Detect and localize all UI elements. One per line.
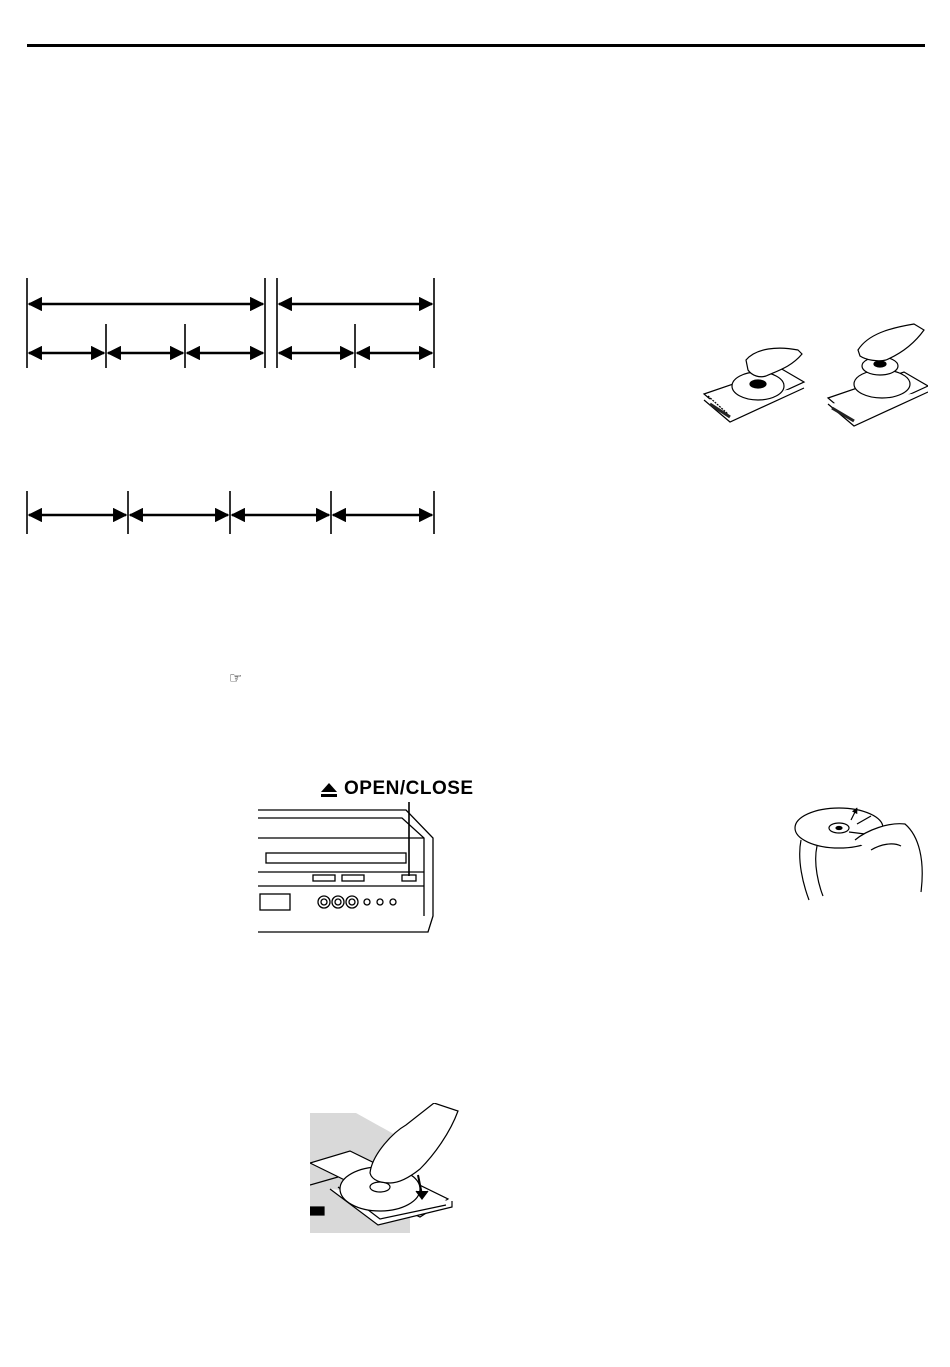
disc-insertion-hand-icon: [310, 1103, 460, 1233]
reference-marker-glyph: ☞: [229, 669, 243, 687]
diagram-arrows: [29, 304, 432, 353]
device-body: [258, 798, 448, 936]
structure-diagram-bottom: [20, 488, 445, 538]
structure-diagram-top: [20, 270, 445, 375]
header-rule: [27, 44, 925, 47]
device-front-panel: [258, 776, 474, 936]
disc-removing-from-tray-hand-icon: [828, 324, 928, 426]
eject-icon: [320, 782, 338, 798]
disc-holding-in-tray-hand-icon: [704, 348, 804, 422]
diagram-ticks: [27, 278, 434, 368]
open-close-label: OPEN/CLOSE: [344, 778, 474, 799]
pointing-hand-icon: [229, 670, 242, 688]
disc-cleaning-hands-icon: [793, 800, 928, 902]
disc-handling-illustration: [700, 320, 928, 428]
